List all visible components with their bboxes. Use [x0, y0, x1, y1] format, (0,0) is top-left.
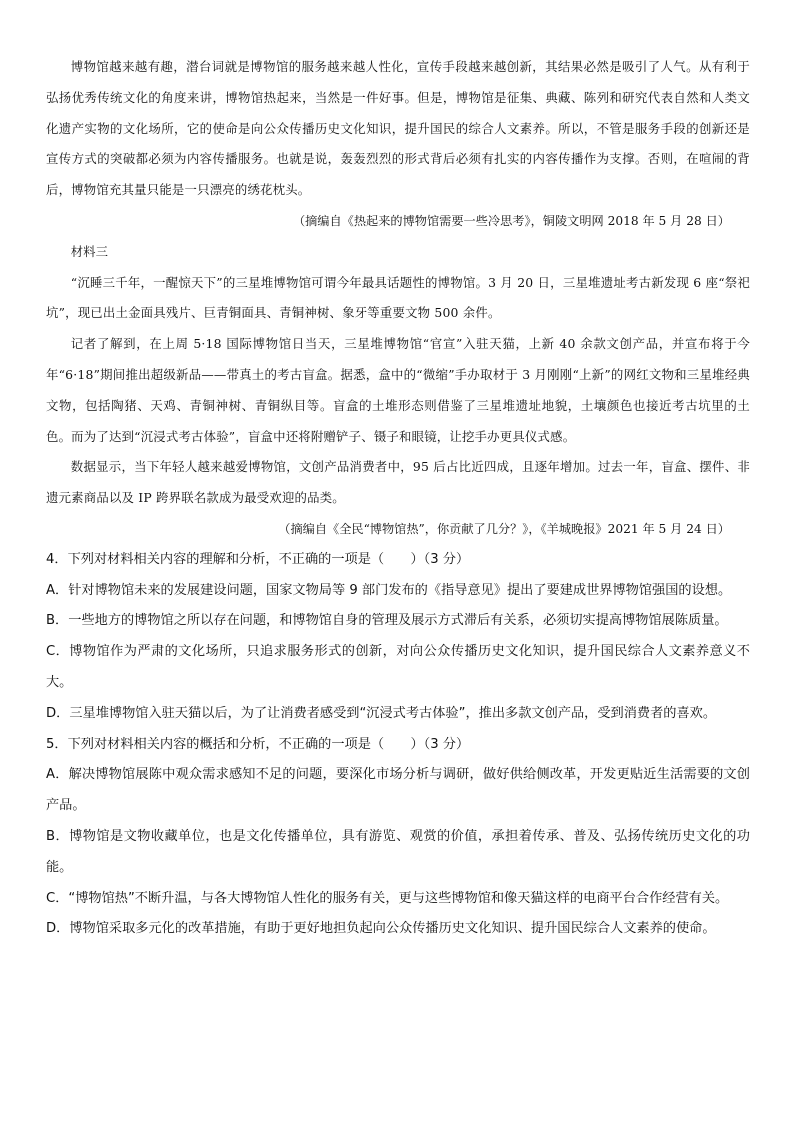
- question-5-stem: 5．下列对材料相关内容的概括和分析，不正确的一项是（ ）（3 分）: [46, 736, 470, 752]
- question-4-option-c: C．博物馆作为严肃的文化场所，只追求服务形式的创新，对向公众传播历史文化知识，提升国民综合人文素养意义不大。: [46, 644, 750, 690]
- question-4-option-b: B．一些地方的博物馆之所以存在问题，和博物馆自身的管理及展示方式滞后有关系，必须切实提高博物馆展陈质量。: [46, 613, 728, 629]
- question-4-stem: 4．下列对材料相关内容的理解和分析，不正确的一项是（ ）（3 分）: [46, 551, 470, 567]
- material3-paragraph-2: 记者了解到，在上周 5·18 国际博物馆日当天，三星堆博物馆“官宣”入驻天猫，上新 40 余款文创产品，并宣布将于今年“6·18”期间推出超级新品——带真土的考古盲盒。据悉，盒中的“微缩”手办取材于 3 月刚刚“上新”的网红文物和三星堆经典文物，包括陶猪、天鸡、青铜神树、青铜纵目等。盲盒的土堆形态则借鉴了三星堆遗址地貌，土壤颜色也接近考古坑里的土色。而为了达到“沉浸式考古体验”，盲盒中还将附赠铲子、镊子和眼镜，让挖手办更具仪式感。: [46, 336, 750, 444]
- question-5-option-c: C．“博物馆热”不断升温，与各大博物馆人性化的服务有关，更与这些博物馆和像天猫这样的电商平台合作经营有关。: [46, 890, 729, 906]
- question-5-option-d: D．博物馆采取多元化的改革措施，有助于更好地担负起向公众传播历史文化知识、提升国民综合人文素养的使命。: [46, 921, 716, 937]
- question-4-option-d: D．三星堆博物馆入驻天猫以后，为了让消费者感受到“沉浸式考古体验”，推出多款文创产品，受到消费者的喜欢。: [46, 705, 717, 721]
- material3-paragraph-1: “沉睡三千年，一醒惊天下”的三星堆博物馆可谓今年最具话题性的博物馆。3 月 20 日，三星堆遗址考古新发现 6 座“祭祀坑”，现已出土金面具残片、巨青铜面具、青铜神树、象牙等重要文物 500 余件。: [46, 274, 750, 321]
- material3-heading: 材料三: [70, 243, 108, 259]
- material3-source: （摘编自《全民“博物馆热”，你贡献了几分？》，《羊城晚报》2021 年 5 月 24 日）: [278, 521, 730, 536]
- material2-source: （摘编自《热起来的博物馆需要一些冷思考》，铜陵文明网 2018 年 5 月 28 日）: [292, 213, 730, 228]
- question-section: [46, 545, 750, 945]
- question-5-option-a: A．解决博物馆展陈中观众需求感知不足的问题，要深化市场分析与调研，做好供给侧改革，开发更贴近生活需要的文创产品。: [46, 767, 750, 814]
- material3-paragraph-3: 数据显示，当下年轻人越来越爱博物馆，文创产品消费者中，95 后占比近四成，且逐年增加。过去一年，盲盒、摆件、非遗元素商品以及 IP 跨界联名款成为最受欢迎的品类。: [46, 459, 750, 506]
- material2-paragraph: 博物馆越来越有趣，潜台词就是博物馆的服务越来越人性化，宣传手段越来越创新，其结果必然是吸引了人气。从有利于弘扬优秀传统文化的角度来讲，博物馆热起来，当然是一件好事。但是，博物馆是征集、典藏、陈列和研究代表自然和人类文化遗产实物的文化场所，它的使命是向公众传播历史文化知识，提升国民的综合人文素养。所以，不管是服务手段的创新还是宣传方式的突破都必须为内容传播服务。也就是说，轰轰烈烈的形式背后必须有扎实的内容传播作为支撑。否则，在喧闹的背后，博物馆充其量只能是一只漂亮的绣花枕头。: [46, 59, 750, 198]
- question-4-option-a: A．针对博物馆未来的发展建设问题，国家文物局等 9 部门发布的《指导意见》提出了要建成世界博物馆强国的设想。: [46, 582, 732, 598]
- question-5-option-b: B．博物馆是文物收藏单位，也是文化传播单位，具有游览、观赏的价值，承担着传承、普及、弘扬传统历史文化的功能。: [46, 828, 750, 875]
